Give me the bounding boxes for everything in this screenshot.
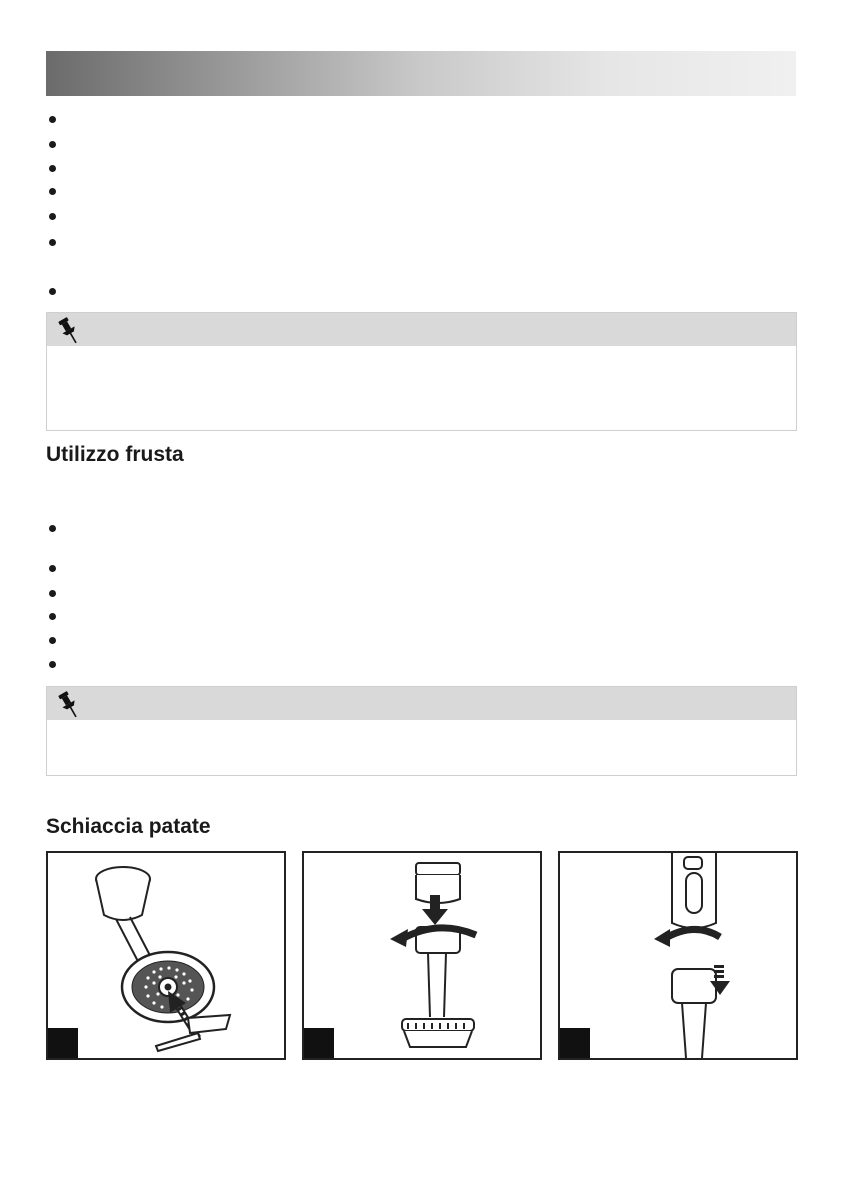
list-bullet bbox=[49, 239, 56, 246]
list-bullet bbox=[49, 637, 56, 644]
masher-section-title: Schiaccia patate bbox=[46, 815, 211, 838]
figure-masher-detach-motor bbox=[558, 851, 798, 1060]
list-bullet bbox=[49, 590, 56, 597]
masher-attach-illustration bbox=[304, 853, 540, 1058]
figure-masher-attach-rotate bbox=[302, 851, 542, 1060]
masher-detach-illustration bbox=[560, 853, 796, 1058]
list-bullet bbox=[49, 661, 56, 668]
note-header bbox=[47, 687, 796, 720]
pushpin-icon bbox=[56, 317, 80, 345]
step-number-box bbox=[304, 1028, 334, 1058]
list-bullet bbox=[49, 213, 56, 220]
list-bullet bbox=[49, 288, 56, 295]
pushpin-icon bbox=[56, 691, 80, 719]
step-number-box bbox=[560, 1028, 590, 1058]
note-box bbox=[46, 686, 797, 776]
section-header-bar bbox=[46, 51, 796, 96]
note-header bbox=[47, 313, 796, 346]
whisk-section-title: Utilizzo frusta bbox=[46, 443, 184, 466]
masher-disc-illustration bbox=[48, 853, 284, 1058]
list-bullet bbox=[49, 565, 56, 572]
list-bullet bbox=[49, 141, 56, 148]
note-box bbox=[46, 312, 797, 431]
list-bullet bbox=[49, 188, 56, 195]
list-bullet bbox=[49, 525, 56, 532]
list-bullet bbox=[49, 116, 56, 123]
list-bullet bbox=[49, 613, 56, 620]
step-number-box bbox=[48, 1028, 78, 1058]
list-bullet bbox=[49, 165, 56, 172]
figure-masher-disc-assembly bbox=[46, 851, 286, 1060]
